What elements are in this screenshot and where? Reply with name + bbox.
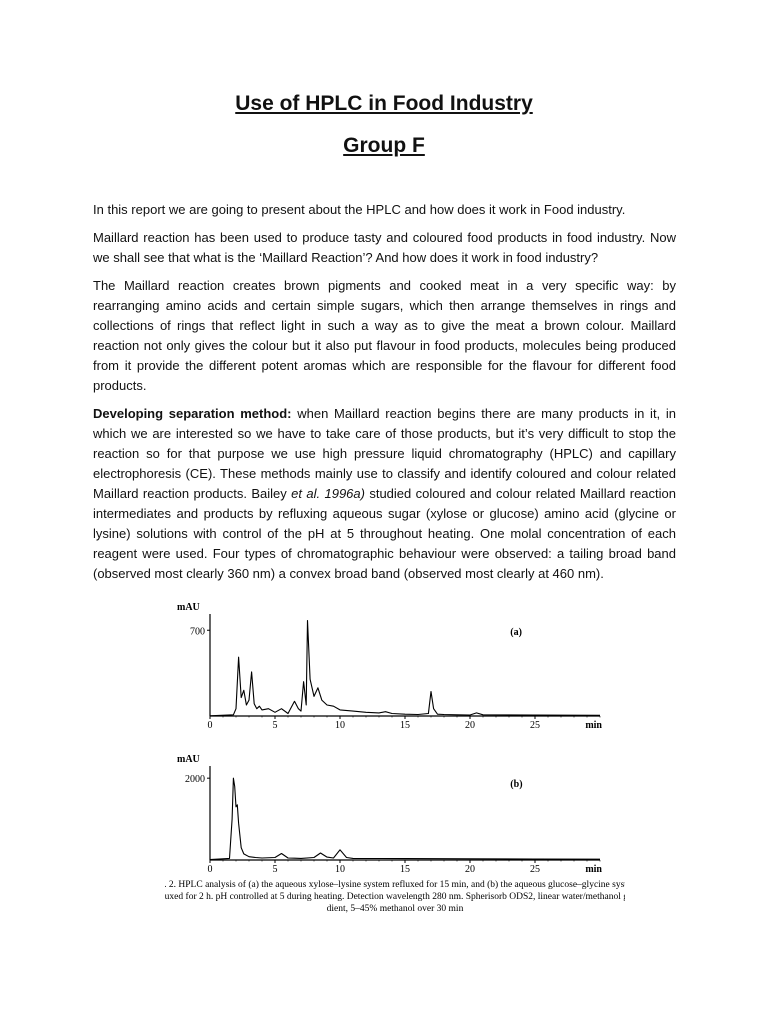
document-title: Use of HPLC in Food Industry [235,92,533,115]
panel-label-b: (b) [510,779,523,790]
figure-caption-line-2: refluxed for 2 h. pH controlled at 5 during heating. Detection wavelength 280 nm. Spherisorb ODS2, linear water/methanol gra- [165,892,625,902]
x-tick-label-a: 25 [530,720,540,731]
separation-citation: et al. 1996a) [291,486,365,501]
x-tick-label-a: 15 [400,720,410,731]
x-tick-label-b: 20 [465,864,475,875]
hplc-figure [165,596,625,926]
chromatogram-trace-b [210,778,600,859]
x-tick-label-b: 10 [335,864,345,875]
paragraph-maillard: Maillard reaction has been used to produce tasty and coloured food products in food industry. Now we shall see that what is the ‘Maillard Reaction’? And how does it work in food industry? [93,230,676,265]
x-tick-label-a: 10 [335,720,345,731]
y-axis-label-a: mAU [177,602,200,613]
x-tick-label-b: 5 [272,864,278,875]
figure-caption-line-3: dient, 5–45% methanol over 30 min [326,904,464,914]
paragraph-intro: In this report we are going to present about the HPLC and how does it work in Food industry. [93,202,626,217]
x-tick-label-b: 0 [207,864,213,875]
separation-text-1: when Maillard reaction begins there are many products in it, in which we are interested so we have to take care of those products, but it’s very difficult to stop the reaction so for that purpose we use high pressure liquid chromatography (HPLC) and capillary electrophoresis (CE). These methods mainly use to classify and identify coloured and colour related Maillard reaction products. Bailey [93,406,677,501]
x-axis-label-b: min [585,864,602,875]
separation-lead: Developing separation method: [93,406,292,421]
y-tick-label-a: 700 [190,626,205,638]
document-body [93,200,676,592]
chromatogram-b [177,754,602,875]
figure-caption-line-1: Fig. 2. HPLC analysis of (a) the aqueous xylose–lysine system refluxed for 15 min, and (b) the aqueous glucose–glycine system [165,880,625,890]
y-tick-label-b: 2000 [185,774,205,786]
paragraph-separation [93,404,676,584]
y-axis-label-b: mAU [177,754,200,765]
separation-text-2: studied coloured and colour related Maillard reaction intermediates and products by refluxing aqueous sugar (xylose or glucose) amino acid (glycine or lysine) solutions with control of the pH at 5 throughout heating. One molal concentration of each reagent were used. Four types of chromatographic behaviour were observed: a tailing broad band (observed most clearly 360 nm) a convex broad band (observed most clearly at 460 nm). [93,486,676,581]
x-tick-label-a: 20 [465,720,475,731]
panel-label-a: (a) [510,627,522,638]
chromatogram-trace-a [210,621,600,716]
x-tick-label-b: 25 [530,864,540,875]
x-tick-label-a: 0 [207,720,213,731]
paragraph-pigments: The Maillard reaction creates brown pigments and cooked meat in a very specific way: by rearranging amino acids and certain simple sugars, which then arrange themselves in rings and collections of rings that reflect light in such a way as to give the meat a brown colour. Maillard reaction not only gives the colour but it also put flavour in food products, molecules being produced from it provide the different potent aromas which are responsible for the flavour for different food products. [93,278,676,393]
chromatogram-a [177,602,602,731]
x-axis-label-a: min [585,720,602,731]
x-tick-label-b: 15 [400,864,410,875]
document-subtitle: Group F [343,134,425,157]
x-tick-label-a: 5 [272,720,278,731]
hplc-chromatograms [165,596,625,926]
